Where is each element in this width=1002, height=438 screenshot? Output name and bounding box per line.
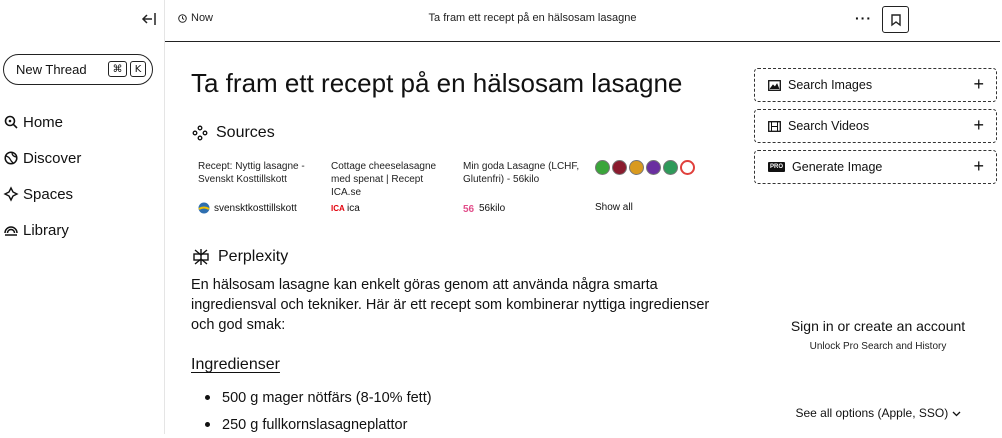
search-videos-label: Search Videos xyxy=(788,119,870,133)
page-title: Ta fram ett recept på en hälsosam lasagne xyxy=(191,68,683,98)
search-images-button[interactable] xyxy=(754,68,997,102)
source-title: Recept: Nyttig lasagne - Svenskt Kosttillskott xyxy=(198,161,305,185)
source-favicon-icon xyxy=(612,160,627,175)
plus-icon: + xyxy=(973,115,984,135)
answer-heading-label: Perplexity xyxy=(218,248,289,265)
source-domain[interactable] xyxy=(198,202,297,214)
bookmark-icon xyxy=(891,14,901,26)
pro-badge: PRO xyxy=(770,164,784,170)
more-options-icon[interactable]: ··· xyxy=(855,10,872,26)
bookmark-button[interactable] xyxy=(882,6,909,33)
svg-text:56: 56 xyxy=(463,204,475,215)
source-card[interactable] xyxy=(331,160,449,199)
sidebar-item-spaces[interactable] xyxy=(4,176,81,212)
sidebar-item-home[interactable] xyxy=(4,104,81,140)
source-card[interactable] xyxy=(463,160,581,186)
source-domain-label: ica xyxy=(347,202,360,214)
source-favicon-icon xyxy=(629,160,644,175)
sidebar xyxy=(0,0,165,434)
plus-icon: + xyxy=(973,156,984,176)
library-icon xyxy=(4,223,18,237)
source-favicon-icon xyxy=(663,160,678,175)
perplexity-logo-icon xyxy=(192,248,210,266)
generate-image-button[interactable] xyxy=(754,150,997,184)
sources-icon xyxy=(192,125,208,141)
see-all-options-label: See all options (Apple, SSO) xyxy=(795,406,949,420)
sidebar-item-library[interactable] xyxy=(4,212,81,248)
source-domain-label: svensktkosttillskott xyxy=(214,202,297,214)
source-domain-label: 56kilo xyxy=(479,202,506,214)
generate-image-label: Generate Image xyxy=(792,160,883,174)
sidebar-item-label: Library xyxy=(23,221,69,239)
search-videos-button[interactable] xyxy=(754,109,997,143)
sidebar-item-label: Spaces xyxy=(23,185,74,203)
thread-header xyxy=(165,0,1000,42)
list-item: 250 g fullkornslasagneplattor xyxy=(205,411,432,438)
sidebar-item-discover[interactable] xyxy=(4,140,81,176)
ingredients-list xyxy=(205,384,432,438)
sidebar-item-label: Discover xyxy=(23,149,82,167)
source-title: Cottage cheeselasagne med spenat | Recept ICA.se xyxy=(331,161,437,198)
ica-favicon-icon xyxy=(331,202,343,214)
source-card[interactable] xyxy=(198,160,316,186)
source-domain[interactable] xyxy=(331,202,360,214)
spaces-icon xyxy=(4,187,18,201)
sidebar-nav xyxy=(4,104,81,248)
56kilo-favicon-icon xyxy=(463,202,475,214)
show-all-sources-link[interactable]: Show all xyxy=(595,202,633,213)
shortcut-k-key: K xyxy=(130,61,146,77)
source-domain[interactable] xyxy=(463,202,505,214)
sources-heading xyxy=(192,124,275,142)
answer-heading xyxy=(192,248,288,266)
source-favicon-icon xyxy=(680,160,695,175)
home-search-icon xyxy=(4,115,18,129)
collapse-sidebar-icon[interactable] xyxy=(140,10,158,28)
sign-in-link[interactable]: Sign in or create an account xyxy=(790,318,966,334)
new-thread-label: New Thread xyxy=(16,62,87,77)
shortcut-cmd-key: ⌘ xyxy=(108,61,127,77)
sidebar-item-label: Home xyxy=(23,113,64,131)
svg-text:ICA: ICA xyxy=(331,204,345,213)
plus-icon: + xyxy=(973,74,984,94)
search-images-label: Search Images xyxy=(788,78,873,92)
timestamp-label: Now xyxy=(191,12,214,24)
source-favicon-icon xyxy=(595,160,610,175)
sources-heading-label: Sources xyxy=(216,124,275,141)
answer-text: En hälsosam lasagne kan enkelt göras genom att använda några smarta ingrediensval och tekniker. Här är ett recept som kombinerar nyttiga ingredienser och god smak: xyxy=(191,277,710,333)
chevron-down-icon xyxy=(952,411,961,417)
header-title: Ta fram ett recept på en hälsosam lasagne xyxy=(428,12,637,24)
ingredients-heading: Ingredienser xyxy=(191,356,280,373)
image-icon xyxy=(768,80,781,91)
more-sources-favicons[interactable] xyxy=(595,160,695,175)
see-all-options-button[interactable] xyxy=(754,406,1002,420)
globe-icon xyxy=(4,151,18,165)
source-title: Min goda Lasagne (LCHF, Glutenfri) - 56kilo xyxy=(463,161,580,185)
source-favicon-icon xyxy=(646,160,661,175)
film-icon xyxy=(768,121,781,132)
unlock-pro-text: Unlock Pro Search and History xyxy=(809,341,947,352)
new-thread-button[interactable] xyxy=(3,54,153,85)
svensktkosttillskott-favicon-icon xyxy=(198,202,210,214)
list-item: 500 g mager nötfärs (8-10% fett) xyxy=(205,384,432,411)
